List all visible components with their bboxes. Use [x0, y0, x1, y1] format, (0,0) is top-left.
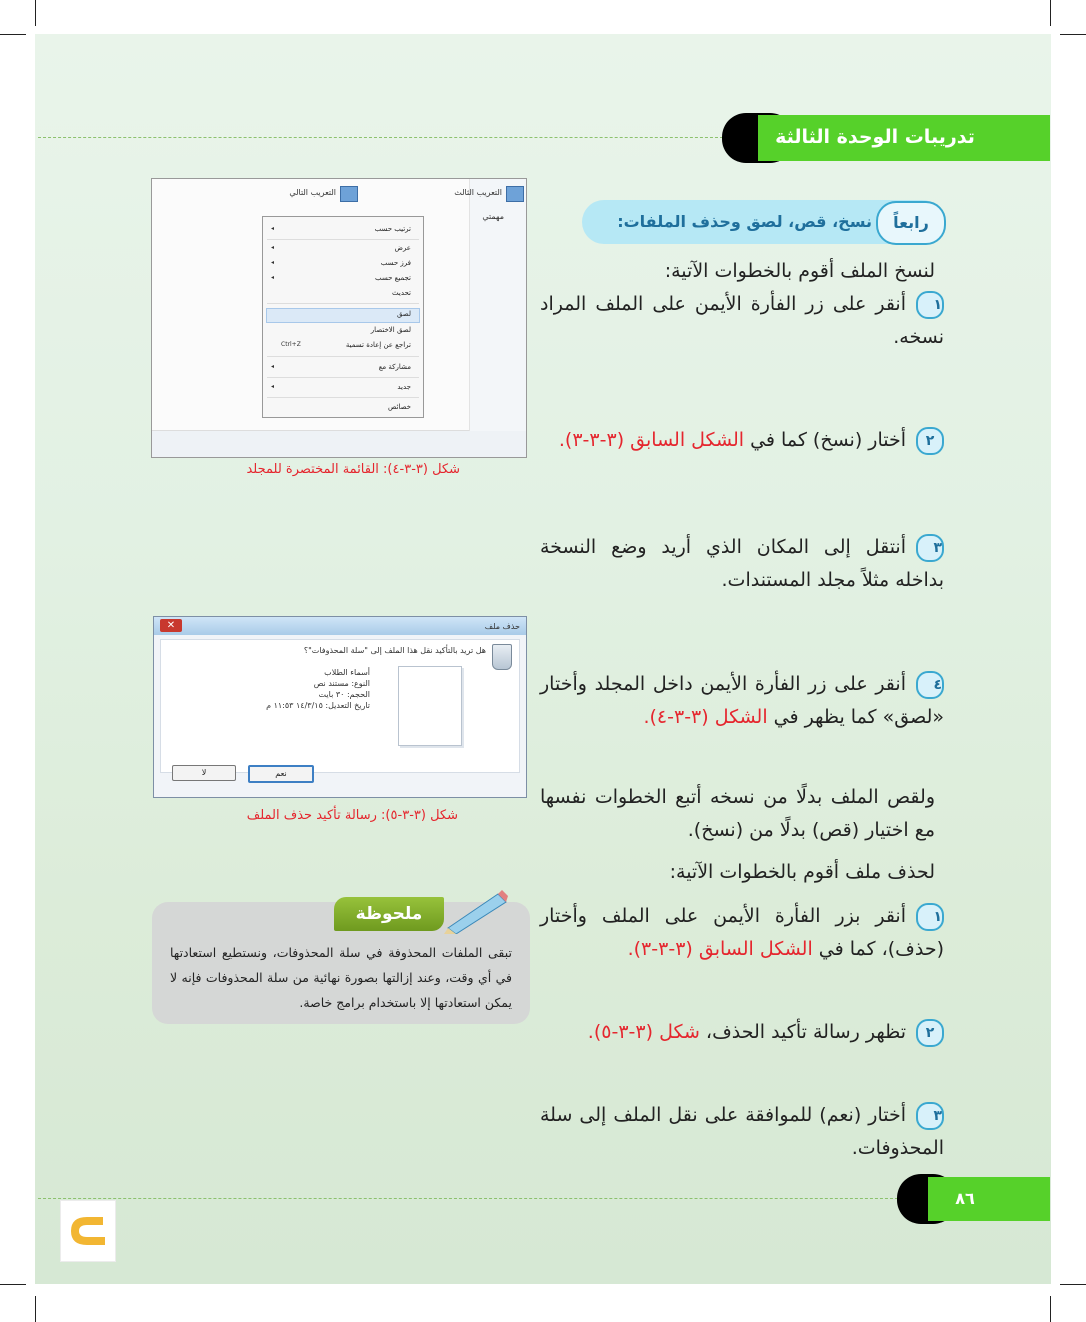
copy-step-4 [540, 668, 944, 734]
dialog-title: حذف ملف [484, 622, 520, 631]
status-strip [152, 430, 526, 457]
delete-intro: لحذف ملف أقوم بالخطوات الآتية: [669, 861, 935, 883]
step-text: أختار (نعم) للموافقة على نقل الملف إلى سلة المحذوفات. [540, 1104, 944, 1159]
folder-right-label: التعريب الثالث [454, 188, 502, 197]
submenu-arrow-icon: ◂ [271, 363, 275, 370]
yes-button[interactable]: نعم [248, 765, 314, 783]
file-size: الحجم: ٣٠ بايت [318, 690, 370, 699]
note-label: ملحوظة [334, 897, 444, 931]
context-menu [262, 216, 424, 418]
word-doc-icon [340, 186, 358, 202]
no-button[interactable]: لا [172, 765, 236, 781]
shortcut-label: Ctrl+Z [281, 341, 301, 348]
menu-separator [267, 239, 419, 240]
recycle-bin-icon [492, 644, 512, 670]
menu-item-undo-rename[interactable]: تراجع عن إعادة تسمية [345, 341, 411, 349]
crop-mark [0, 1284, 26, 1285]
publisher-logo [60, 1200, 116, 1262]
section-badge: رابعاً [876, 201, 946, 245]
copy-step-3 [540, 531, 944, 597]
note-text: تبقى الملفات المحذوفة في سلة المحذوفات، ونستطيع استعادتها في أي وقت، وعند إزالتها بصورة نهائية من سلة المحذوفات فإنه لا يمكن استعادتها إلا باستخدام برامج خاصة. [170, 945, 512, 1010]
step-number: ٢ [916, 427, 944, 455]
crop-mark [1060, 1284, 1086, 1285]
figure-reference: شكل (٣-٣-٥). [587, 1021, 700, 1043]
crop-mark [1050, 0, 1051, 26]
step-text: أنقر على زر الفأرة الأيمن داخل المجلد وأختار «لصق» كما يظهر في [540, 673, 944, 728]
submenu-arrow-icon: ◂ [271, 383, 275, 390]
menu-item-paste-shortcut[interactable]: لصق الاختصار [370, 326, 411, 334]
crop-mark [35, 1296, 36, 1322]
menu-separator [267, 356, 419, 357]
menu-separator [267, 303, 419, 304]
menu-item-group-by[interactable]: تجميع حسب [374, 274, 411, 282]
section-title: نسخ، قص، لصق وحذف الملفات: [617, 212, 872, 231]
menu-separator [267, 377, 419, 378]
cut-paragraph: ولقص الملف بدلًا من نسخه أتبع الخطوات نفسها مع اختيار (قص) بدلًا من (نسخ). [540, 786, 935, 841]
file-type: النوع: مستند نص [313, 679, 370, 688]
step-text: أختار (نسخ) كما في [744, 429, 906, 451]
header-divider [38, 137, 728, 138]
page-number: ٨٦ [955, 1189, 975, 1208]
copy-step-1 [540, 288, 944, 354]
text-file-icon [398, 666, 462, 746]
figure1-caption: شكل (٣-٣-٤): القائمة المختصرة للمجلد [246, 462, 460, 477]
submenu-arrow-icon: ◂ [271, 259, 275, 266]
dialog-question: هل تريد بالتأكيد نقل هذا الملف إلى "سلة المحذوفات"؟ [303, 646, 486, 655]
menu-item-properties[interactable]: خصائص [387, 403, 411, 411]
delete-step-3 [540, 1099, 944, 1165]
word-doc-icon [506, 186, 524, 202]
step-text: تظهر رسالة تأكيد الحذف، [699, 1021, 906, 1043]
step-number: ١ [916, 291, 944, 319]
menu-separator [267, 397, 419, 398]
menu-item-refresh[interactable]: تحديث [392, 289, 411, 297]
menu-item-sort-by[interactable]: فرز حسب [380, 259, 411, 267]
pencil-icon [444, 888, 508, 934]
figure2-caption: شكل (٣-٣-٥): رسالة تأكيد حذف الملف [246, 808, 458, 823]
step-number: ٢ [916, 1019, 944, 1047]
menu-item-share-with[interactable]: مشاركة مع [378, 363, 411, 371]
figure-reference: الشكل السابق (٣-٣-٣). [558, 429, 745, 451]
step-text: أنقر على زر الفأرة الأيمن على الملف المراد نسخه. [540, 293, 944, 348]
crop-mark [1050, 1296, 1051, 1322]
step-number: ٤ [916, 671, 944, 699]
close-icon[interactable]: ✕ [160, 619, 182, 632]
footer-divider [38, 1198, 908, 1199]
sidebar-label: مهمتي [482, 212, 504, 221]
menu-item-sort[interactable]: ترتيب حسب [374, 225, 411, 233]
unit-title: تدريبات الوحدة الثالثة [775, 126, 975, 148]
crop-mark [1060, 34, 1086, 35]
figure-reference: الشكل السابق (٣-٣-٣). [627, 938, 813, 960]
submenu-arrow-icon: ◂ [271, 274, 275, 281]
file-date: تاريخ التعديل: ١٤/٣/١٥ ١١:٥٣ م [266, 701, 370, 710]
menu-item-new[interactable]: جديد [397, 383, 411, 391]
submenu-arrow-icon: ◂ [271, 244, 275, 251]
step-text: أنقر بزر الفأرة الأيمن على الملف وأختار (حذف)، كما في [540, 905, 944, 960]
step-number: ٣ [916, 1102, 944, 1130]
crop-mark [0, 34, 26, 35]
menu-item-view[interactable]: عرض [394, 244, 411, 252]
figure-reference: الشكل (٣-٣-٤). [643, 706, 768, 728]
step-number: ١ [916, 903, 944, 931]
copy-intro: لنسخ الملف أقوم بالخطوات الآتية: [664, 260, 935, 282]
crop-mark [35, 0, 36, 26]
file-name: أسماء الطلاب [324, 668, 370, 677]
step-number: ٣ [916, 534, 944, 562]
delete-step-1 [540, 900, 944, 966]
folder-left-label: التعريب التالي [289, 188, 336, 197]
copy-step-2 [540, 424, 944, 457]
submenu-arrow-icon: ◂ [271, 225, 275, 232]
delete-step-2 [540, 1016, 944, 1049]
logo-mark-icon [61, 1201, 115, 1261]
menu-item-paste[interactable]: لصق [396, 310, 411, 318]
step-text: أنتقل إلى المكان الذي أريد وضع النسخة بداخله مثلاً مجلد المستندات. [540, 536, 944, 591]
